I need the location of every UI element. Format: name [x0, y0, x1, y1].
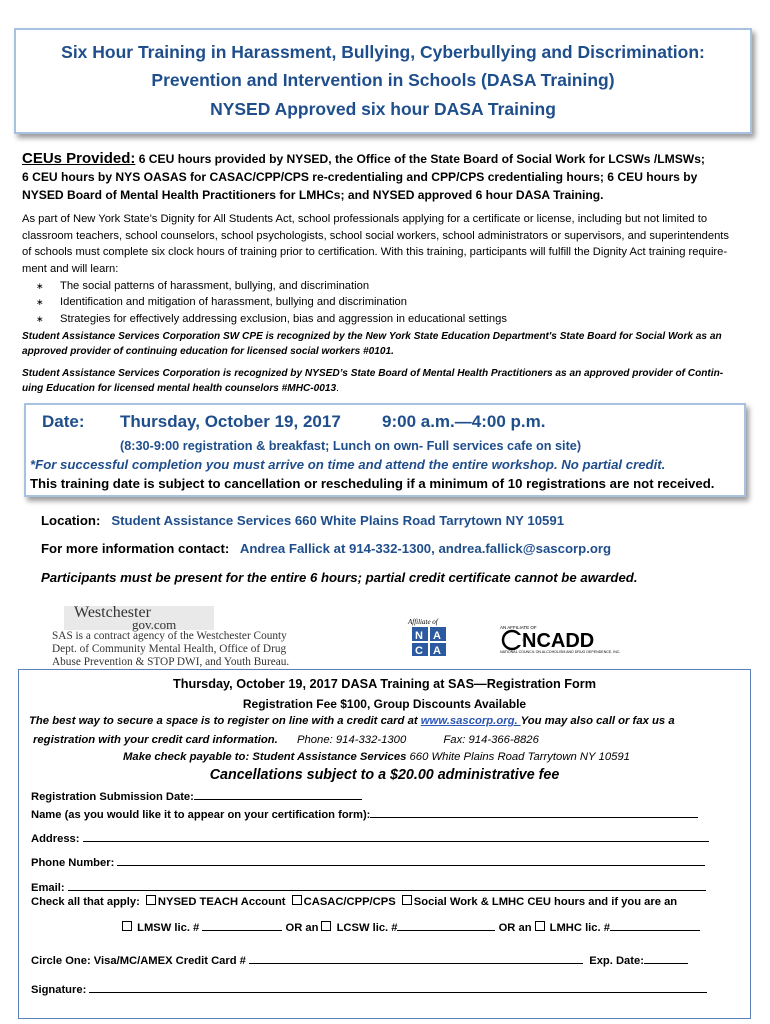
lcsw-label: LCSW lic. # [336, 922, 398, 934]
casac-option: CASAC/CPP/CPS [303, 896, 396, 908]
sas-note-1-line-1: Student Assistance Services Corporation SW CPE is recognized by the New York State Education Department's State Board for Social Work as an [22, 331, 722, 342]
lmsw-field[interactable] [202, 919, 282, 931]
sas-note-2-line-1: Student Assistance Services Corporation is recognized by NYSED’s State Board of Mental Health Practitioners as an approved provider of Contin- [22, 368, 724, 379]
phone-text: Phone: 914-332-1300 [296, 734, 407, 746]
bullet-text: Strategies for effectively addressing exclusion, bias and aggression in educational settings [60, 312, 507, 325]
successful-completion-note: *For successful completion you must arrive on time and attend the entire workshop. No partial credit. [30, 457, 666, 472]
exp-date-label: Exp. Date: [589, 955, 644, 967]
wc-text-line-1: SAS is a contract agency of the Westchester County [52, 630, 287, 642]
signature-field[interactable] [89, 981, 707, 993]
exp-date-field[interactable] [644, 952, 688, 964]
license-row [119, 919, 700, 934]
contact-label: For more information contact: [41, 541, 230, 556]
affiliate-label: Affiliate of [408, 618, 438, 626]
ceus-lead: CEUs Provided: [22, 150, 136, 167]
best-way-text-a: The best way to secure a space is to register on line with a credit card at [29, 715, 421, 727]
westchester-logo-line-1: Westchester [74, 604, 151, 621]
sas-mental-health-note [22, 367, 752, 396]
time-value: 9:00 a.m.—4:00 p.m. [382, 412, 546, 431]
bullet-icon: ∗ [36, 313, 44, 324]
best-way-text-b: You may also call or fax us a [520, 715, 675, 727]
intro-line-3: of schools must complete six clock hours of training prior to certification. With this training, participants will fulfill the Dignity Act training require- [22, 246, 728, 258]
bullet-item [36, 294, 507, 310]
submission-date-row [31, 788, 362, 803]
bullet-icon: ∗ [36, 281, 44, 291]
contact-row [41, 541, 611, 556]
signature-label: Signature: [31, 984, 87, 996]
date-box [24, 403, 746, 497]
sas-note-1-line-2: approved provider of continuing education for licensed social workers #0101. [22, 345, 394, 357]
ncadd-subtitle: NATIONAL COUNCIL ON ALCOHOLISM AND DRUG DEPENDENCE, INC. [500, 650, 621, 654]
title-line-3: NYSED Approved six hour DASA Training [210, 99, 556, 119]
check-all-row [31, 895, 677, 908]
title-line-2: Prevention and Intervention in Schools (DASA Training) [151, 70, 615, 90]
name-row [31, 806, 698, 821]
lmhc-checkbox[interactable] [535, 921, 545, 931]
bullet-text: Identification and mitigation of harassment, bullying and discrimination [60, 296, 408, 309]
svg-text:A: A [433, 645, 441, 657]
casac-checkbox[interactable] [292, 895, 302, 905]
lmsw-checkbox[interactable] [122, 921, 132, 931]
ceus-paragraph [22, 150, 752, 204]
ncadd-affiliate-text: AN AFFILIATE OF [500, 625, 537, 630]
social-work-option: Social Work & LMHC CEU hours and if you are an [413, 896, 678, 908]
circle-one-label: Circle One: Visa/MC/AMEX Credit Card # [31, 955, 246, 967]
bullet-icon: ∗ [36, 297, 44, 308]
participants-note: Participants must be present for the entire 6 hours; partial credit certificate cannot be awarded. [41, 570, 638, 585]
naca-affiliate-logo [404, 617, 456, 657]
sas-note-2-text: uing Education for licensed mental health counselors #MHC-0013 [22, 382, 337, 394]
phone-number-label: Phone Number: [31, 857, 115, 869]
ceus-line-1 [22, 150, 752, 168]
intro-line-2: classroom teachers, school counselors, school psychologists, school social workers, school administrators or supervisors, and superintendents [22, 229, 730, 242]
lmhc-field[interactable] [610, 919, 700, 931]
teach-checkbox[interactable] [146, 895, 156, 905]
payable-line [123, 751, 630, 763]
lmhc-label: LMHC lic. # [549, 922, 610, 934]
wc-text-line-2: Dept. of Community Mental Health, Office of Drug [52, 643, 287, 655]
credit-card-field[interactable] [249, 952, 583, 964]
westchester-logo [64, 602, 214, 632]
address-label: Address: [31, 833, 80, 845]
svg-text:C: C [415, 645, 423, 657]
teach-option: NYSED TEACH Account [157, 896, 286, 908]
form-title: Thursday, October 19, 2017 DASA Training at SAS—Registration Form [172, 677, 596, 691]
location-label: Location: [41, 513, 101, 528]
social-work-checkbox[interactable] [402, 895, 412, 905]
sas-note-2-period: . [336, 382, 339, 394]
intro-paragraph [22, 211, 750, 277]
registration-form [18, 669, 751, 1019]
svg-text:A: A [433, 630, 441, 642]
svg-text:N: N [415, 630, 423, 642]
bullet-item [36, 311, 507, 327]
address-field[interactable] [83, 830, 709, 842]
ceus-text-1: 6 CEU hours provided by NYSED, the Office of the State Board of Social Work for LCSWs /LMSWs; [135, 152, 705, 166]
payable-address: 660 White Plains Road Tarrytown NY 10591 [406, 751, 630, 763]
registration-with-line [33, 734, 539, 746]
cancellation-note: This training date is subject to cancellation or rescheduling if a minimum of 10 registrations are not received. [30, 476, 715, 491]
title-box [14, 28, 752, 134]
wc-text-line-3: Abuse Prevention & STOP DWI, and Youth Bureau. [52, 656, 290, 668]
phone-row [31, 854, 705, 869]
email-field[interactable] [68, 879, 706, 891]
name-field[interactable] [370, 806, 698, 818]
credit-card-row [31, 952, 688, 967]
fax-text: Fax: 914-366-8826 [443, 734, 539, 746]
westchester-logo-line-2: gov.com [132, 617, 177, 632]
or-label-1: OR an [285, 922, 319, 934]
bullet-text: The social patterns of harassment, bullying, and discrimination [60, 280, 370, 292]
submission-date-field[interactable] [194, 788, 362, 800]
learning-bullets [36, 278, 507, 327]
registration-breakfast-note: (8:30-9:00 registration & breakfast; Lunch on own- Full services cafe on site) [120, 439, 582, 453]
location-row [41, 513, 564, 528]
lcsw-field[interactable] [397, 919, 495, 931]
ceus-line-3: NYSED Board of Mental Health Practitioners for LMHCs; and NYSED approved 6 hour DASA Training. [22, 188, 604, 202]
cancellation-fee: Cancellations subject to a $20.00 administrative fee [209, 767, 560, 783]
form-fee: Registration Fee $100, Group Discounts Available [242, 697, 527, 711]
payable-label: Make check payable to: Student Assistance Services [123, 751, 407, 763]
title-line-1: Six Hour Training in Harassment, Bullying, Cyberbullying and Discrimination: [61, 42, 705, 62]
bullet-item [36, 278, 507, 294]
email-label: Email: [31, 882, 65, 894]
email-row [31, 879, 706, 894]
check-all-label: Check all that apply: [31, 896, 140, 908]
or-label-2: OR an [498, 922, 532, 934]
lmsw-label: LMSW lic. # [137, 922, 200, 934]
date-label: Date: [42, 412, 85, 431]
phone-number-field[interactable] [117, 854, 705, 866]
intro-line-1: As part of New York State’s Dignity for All Students Act, school professionals applying for a certificate or license, including but not limited to [22, 213, 708, 225]
registration-with-text: registration with your credit card information. [33, 734, 278, 746]
ceus-line-2: 6 CEU hours by NYS OASAS for CASAC/CPP/CPS re-credentialing and CPP/CPS credentialing hours; 6 CEU hours by [22, 170, 698, 184]
sas-social-work-note [22, 330, 752, 359]
intro-line-4: ment and will learn: [22, 262, 119, 275]
date-value: Thursday, October 19, 2017 [120, 412, 341, 431]
sas-note-2-line-2 [22, 382, 752, 397]
ncadd-letters: NCADD [522, 630, 595, 652]
location-value: Student Assistance Services 660 White Plains Road Tarrytown NY 10591 [111, 513, 565, 528]
lcsw-checkbox[interactable] [321, 921, 331, 931]
westchester-contract-text [52, 630, 289, 669]
website-link[interactable]: www.sascorp.org. [420, 715, 521, 727]
best-way-line [29, 715, 675, 727]
ncadd-logo [500, 624, 660, 654]
name-label: Name (as you would like it to appear on your certification form): [31, 809, 371, 821]
signature-row [31, 981, 707, 996]
submission-date-label: Registration Submission Date: [31, 791, 194, 803]
address-row [31, 830, 709, 845]
contact-value[interactable]: Andrea Fallick at 914-332-1300, andrea.fallick@sascorp.org [239, 541, 612, 556]
